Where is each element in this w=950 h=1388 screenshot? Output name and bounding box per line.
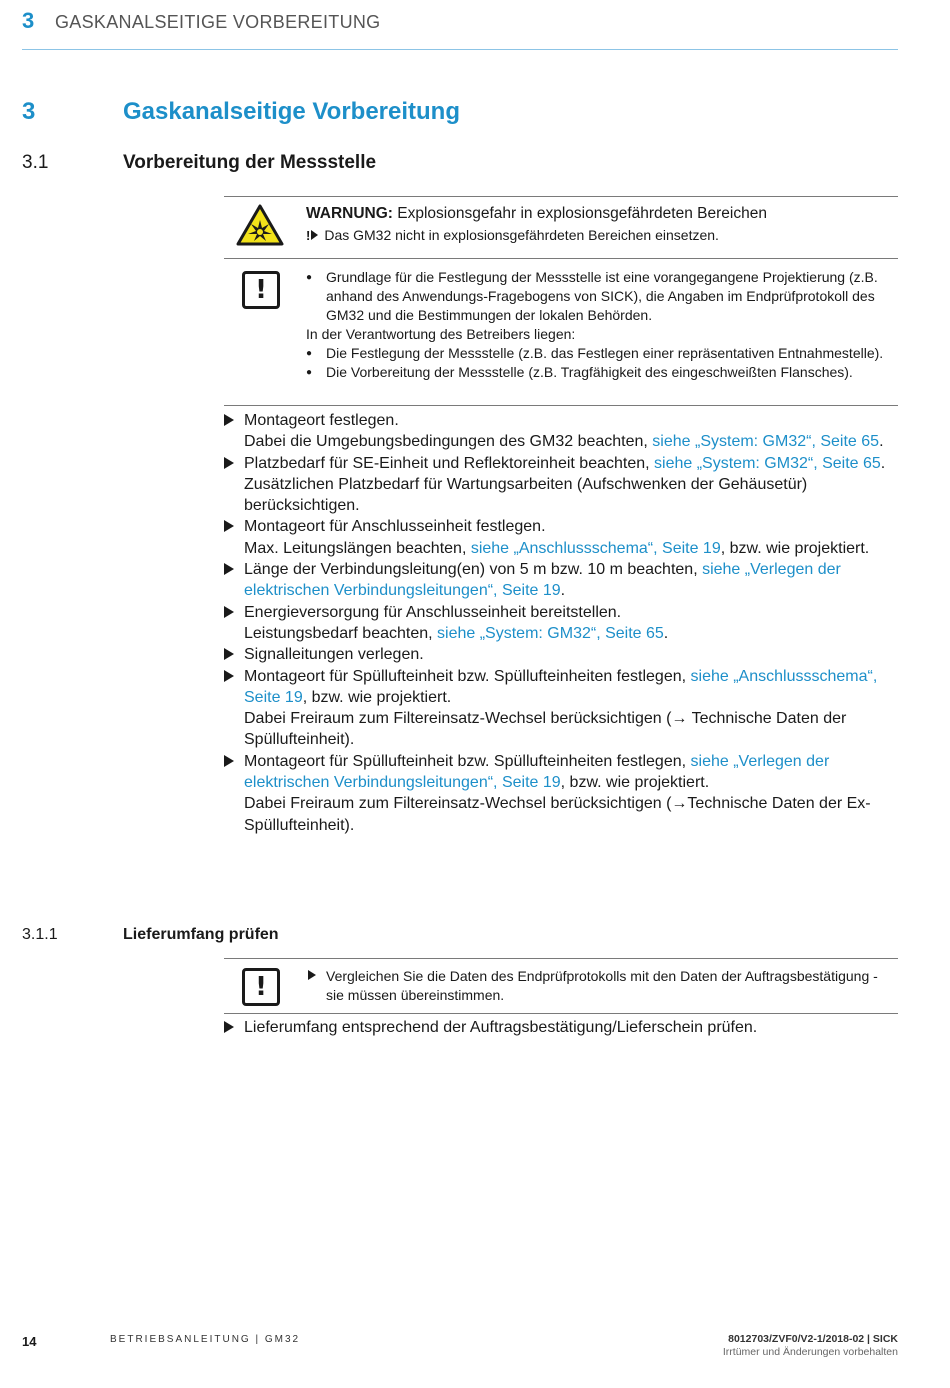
section-title: Vorbereitung der Messstelle	[123, 152, 377, 173]
page-number: 14	[22, 1334, 37, 1349]
step-item	[224, 644, 900, 665]
warning-bottom-rule	[224, 258, 898, 259]
step-text: Dabei Freiraum zum Filtereinsatz-Wechsel berücksichtigen (→Technische Daten der Ex-Spüllufteinheit).	[244, 795, 871, 834]
cross-reference-link[interactable]: siehe „System: GM32“, Seite 65	[654, 454, 881, 472]
step-item	[224, 751, 900, 836]
header-chapter-title: GASKANALSEITIGE VORBEREITUNG	[55, 12, 381, 32]
step-arrow-icon	[224, 457, 234, 469]
step-text: , bzw. wie projektiert.	[720, 539, 870, 557]
step-text: Länge der Verbindungsleitung(en) von 5 m bzw. 10 m beachten,	[244, 561, 703, 579]
step-arrow-icon	[224, 563, 234, 575]
step-item	[224, 516, 900, 559]
step-text: , bzw. wie projektiert.	[560, 774, 710, 792]
section-number: 3.1	[22, 152, 49, 173]
cross-reference-link[interactable]: siehe „System: GM32“, Seite 65	[652, 433, 880, 451]
warning-marker: !	[306, 228, 311, 243]
notice2-bottom-rule	[224, 1013, 898, 1014]
step-list	[224, 410, 900, 836]
explosion-hazard-icon	[236, 204, 284, 251]
step-text: , bzw. wie projektiert.	[302, 688, 452, 706]
step-arrow-icon	[224, 520, 234, 532]
footer-document-name: BETRIEBSANLEITUNG | GM32	[110, 1334, 301, 1345]
subsection-title: Lieferumfang prüfen	[123, 926, 279, 943]
step-text: Lieferumfang entsprechend der Auftragsbestätigung/Lieferschein prüfen.	[244, 1019, 758, 1036]
step-item: Länge der Verbindungsleitung(en) von 5 m bzw. 10 m beachten, siehe „Verlegen der elektrischen Verbindungsleitungen“, Seite 19.	[224, 559, 900, 602]
step-text: Platzbedarf für SE-Einheit und Reflektoreinheit beachten,	[244, 454, 655, 472]
notice-content	[306, 268, 896, 382]
chapter-number: 3	[22, 98, 36, 125]
step-arrow-icon	[224, 755, 234, 767]
step-item: Platzbedarf für SE-Einheit und Reflektoreinheit beachten, siehe „System: GM32“, Seite 65. Zusätzlichen Platzbedarf für Wartungsarbeiten (Aufschwenken der Gehäusetür) berücksichtigen.	[224, 453, 900, 517]
step-item-last	[224, 1017, 900, 1038]
header-chapter-number: 3	[22, 8, 35, 33]
chapter-title: Gaskanalseitige Vorbereitung	[123, 98, 460, 125]
notice2-text: Vergleichen Sie die Daten des Endprüfprotokolls mit den Daten der Auftragsbestätigung - sie müssen übereinstimmen.	[326, 968, 878, 1003]
step-arrow-icon	[224, 648, 234, 660]
warning-top-rule	[224, 196, 898, 197]
cross-reference-link[interactable]: siehe „Verlegen der elektrischen Verbindungsleitungen“, Seite 19	[244, 752, 830, 792]
notice-bottom-rule	[224, 405, 898, 406]
warning-instruction-row	[306, 227, 719, 243]
step-text: Leistungsbedarf beachten,	[244, 624, 438, 642]
notice2-content	[306, 967, 896, 1005]
warning-instruction: Das GM32 nicht in explosionsgefährdeten Bereichen einsetzen.	[324, 227, 719, 243]
step-text: Energieversorgung für Anschlusseinheit bereitstellen.	[244, 603, 622, 621]
footer-disclaimer: Irrtümer und Änderungen vorbehalten	[722, 1346, 898, 1358]
notice-plain-text: In der Verantwortung des Betreibers liegen:	[306, 326, 576, 342]
cross-reference-link[interactable]: siehe „System: GM32“, Seite 65	[437, 624, 664, 642]
footer-code: 8012703/ZVF0/V2-1/2018-02 | SICK	[728, 1333, 898, 1345]
subsection-number: 3.1.1	[22, 926, 58, 943]
notice-bullet-3: ● Die Vorbereitung der Messstelle (z.B. Tragfähigkeit des eingeschweißten Flansches).	[306, 363, 896, 382]
step-text: Zusätzlichen Platzbedarf für Wartungsarbeiten (Aufschwenken der Gehäusetür) berücksichtigen.	[244, 475, 808, 515]
step-text: Montageort für Spüllufteinheit bzw. Spüllufteinheiten festlegen,	[244, 752, 691, 770]
step-arrow-icon	[224, 1021, 234, 1033]
cross-reference-link[interactable]: siehe „Anschlussschema“, Seite 19	[244, 667, 878, 706]
step-text: Montageort für Anschlusseinheit festlegen.	[244, 518, 546, 536]
footer-document-code	[723, 1333, 898, 1359]
exclamation-icon: !	[242, 271, 280, 309]
notice-bullet-1: ● Grundlage für die Festlegung der Messstelle ist eine vorangegangene Projektierung (z.B. anhand des Anwendungs-Fragebogens von SICK), die Angaben im Endprüfprotokoll des GM32 und die Bestimmungen der lokalen Behörden.	[306, 268, 896, 325]
warning-title	[306, 205, 767, 223]
step-item: Montageort festlegen. Dabei die Umgebungsbedingungen des GM32 beachten, siehe „System: GM32“, Seite 65.	[224, 410, 900, 453]
cross-reference-link[interactable]: siehe „Anschlussschema“, Seite 19	[470, 539, 721, 557]
header-divider	[22, 49, 898, 50]
warning-label: WARNUNG:	[306, 205, 393, 222]
step-arrow-icon	[224, 414, 234, 426]
notice-bullet-2: ● Die Festlegung der Messstelle (z.B. das Festlegen einer repräsentativen Entnahmestelle).	[306, 344, 896, 363]
step-item	[224, 666, 900, 751]
step-text: Montageort für Spüllufteinheit bzw. Spüllufteinheiten festlegen,	[244, 667, 691, 685]
step-arrow-icon	[224, 670, 234, 682]
step-text: Dabei die Umgebungsbedingungen des GM32 beachten,	[244, 433, 653, 451]
cross-reference-link[interactable]: siehe „Verlegen der elektrischen Verbindungsleitungen“, Seite 19	[244, 561, 841, 600]
step-text: Signalleitungen verlegen.	[244, 646, 424, 664]
notice2-arrow-icon	[308, 970, 316, 980]
exclamation-icon: !	[242, 968, 280, 1006]
step-text: Montageort festlegen.	[244, 412, 399, 429]
step-text: Dabei Freiraum zum Filtereinsatz-Wechsel berücksichtigen (→ Technische Daten der Spüllufteinheit).	[244, 710, 847, 749]
notice2-top-rule	[224, 958, 898, 959]
step-text: Max. Leitungslängen beachten,	[244, 539, 471, 557]
warning-arrow-icon	[311, 230, 318, 240]
step-arrow-icon	[224, 606, 234, 618]
warning-heading: Explosionsgefahr in explosionsgefährdeten Bereichen	[392, 205, 767, 222]
notice2-item	[306, 967, 896, 1005]
step-item: Energieversorgung für Anschlusseinheit bereitstellen. Leistungsbedarf beachten, siehe „System: GM32“, Seite 65.	[224, 602, 900, 645]
